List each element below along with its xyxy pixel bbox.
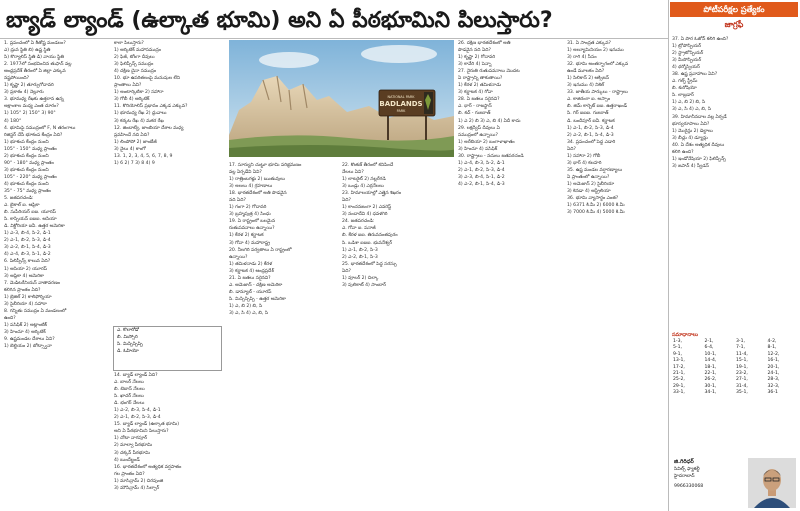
- author-photo: [748, 458, 796, 508]
- qbox-line: బి. మిస్సోరి: [117, 335, 138, 340]
- question-text-line: 3) కెనడా 4) ఆస్ట్రేలియా: [567, 188, 611, 194]
- author-city: హైదరాబాద్: [674, 474, 695, 479]
- question-text-line: 1) అల్యూమినియం 2) ఇనుము: [567, 48, 624, 54]
- question-text-line: 1) భూకంప కేంద్రం నుంచి: [4, 139, 49, 145]
- question-text-line: 3) 7000 కి.మీ 4) 5000 కి.మీ: [567, 210, 625, 216]
- sign-line-1: NATIONAL PARK: [387, 95, 415, 99]
- question-text-line: 1) అమెజాన్ 2) సైబీరియా: [567, 181, 615, 187]
- question-text-line: 1) బెల్జియం 2) బోట్స్వానా: [4, 344, 52, 350]
- question-text-line: 4. భూమిపై సముద్రంలో F, N తరంగాలు: [4, 125, 76, 131]
- question-text-line: సి. లాబ్రడార్: [672, 93, 694, 99]
- answer-cell: 22-1,: [704, 371, 717, 377]
- question-text-line: 3) మౌసిన్రామ్ 4) సిల్చార్: [114, 485, 160, 491]
- question-text-line: 33. జాతీయ పార్కులు - రాష్ట్రాలు: [567, 90, 628, 96]
- question-text-line: 10. భూ ఉపరితలంపై మనుషుల లేని: [114, 76, 181, 82]
- question-text-line: రిజిస్టర్ చేసే భూకంప కేంద్రం ఏది?: [4, 132, 63, 138]
- question-text-line: 3) ఎ, సి 4) ఎ, బి, సి: [229, 310, 269, 316]
- question-text-line: 1) 6 2) 7 3) 8 4) 9: [114, 160, 155, 166]
- question-text-line: 3) దక్కన్ పీఠభూమి: [114, 450, 150, 456]
- qbox-line: సి. మిస్సిస్సిప్పి: [117, 342, 143, 347]
- question-text-line: 25. భారతదేశంలో పెద్ద సరస్సు: [342, 261, 397, 267]
- question-text-line: 1) ఆసియా 2) యూరప్: [4, 266, 48, 272]
- question-column-2b: [114, 372, 222, 508]
- question-text-line: ఆంధ్రప్రదేశ్ తీరంలో ఏ జిల్లా ఎక్కువ: [4, 69, 66, 75]
- question-text-line: 31. ఏ సాంద్రత ఎక్కువ?: [567, 41, 611, 46]
- question-column-5: [458, 40, 563, 510]
- question-text-line: 3) ఇనుము 4) నికెల్: [567, 83, 605, 89]
- headline-divider: [0, 38, 668, 39]
- question-text-line: 2. 1977లో సంభవించిన తుఫాన్ వల్ల: [4, 62, 72, 68]
- author-box: [672, 458, 798, 508]
- question-text-line: 1) ఆర్కిటిక్ మహాసముద్రం: [114, 48, 161, 54]
- question-text-line: 3) కావేరి 4) పెన్నా: [458, 62, 492, 68]
- question-text-line: ఏది?: [342, 268, 351, 274]
- question-text-line: 3. భూమధ్య రేఖకు ఉత్తరాన ఉన్న: [4, 97, 64, 103]
- question-text-line: ఏ రాష్ట్రాన్ని తాకుతాయి?: [458, 76, 503, 82]
- question-text-line: 3) ఎ-2, బి-1, సి-4, డి-3: [4, 245, 51, 251]
- question-text-line: ఉన్నాయి?: [229, 254, 248, 260]
- question-text-line: 26. దక్షిణ భారతదేశంలో అతి: [458, 41, 511, 46]
- question-text-line: 18. భారతదేశంలో అతి పొడవైన: [229, 191, 287, 197]
- question-text-line: 8. గన్నితు సముద్రం ఏ మండలంలో: [4, 308, 67, 314]
- question-text-line: 32. భూమి అంతర్భాగంలో ఎక్కువ: [567, 62, 629, 68]
- question-text-line: 3) థార్ 4) కలహరి: [567, 160, 602, 166]
- question-text-line: నేలలు ఏవి?: [342, 170, 364, 176]
- question-text-line: 4) బుందేల్ఖండ్: [114, 457, 140, 463]
- answer-cell: 30-1,: [704, 383, 717, 389]
- question-text-line: 1) సిలికాన్ 2) ఆక్సిజన్: [567, 76, 609, 82]
- sign-line-2: BADLANDS: [379, 100, 423, 108]
- question-text-line: సి) కొర్యాలిస్ స్థితి డి) వాయు స్థితి: [4, 55, 65, 61]
- answer-cell: 5-1,: [673, 345, 682, 351]
- answer-cell: 28-3,: [767, 377, 780, 383]
- question-text-line: 6. పిలిప్పీన్స్ కాలువ ఏది?: [4, 259, 51, 265]
- question-text-line: 3) ఎ-3, బి-4, సి-1, డి-2: [458, 174, 505, 180]
- question-column-7: [672, 36, 798, 328]
- answer-cell: 31-4,: [736, 383, 748, 389]
- question-text-line: 37. ఏ పొర ఓజోన్ కలిగి ఉంది?: [672, 37, 729, 42]
- question-text-line: ఎ. బైకాల్ ఐ. ఆఫ్రికా: [4, 203, 40, 209]
- answer-cell: 34-1,: [704, 390, 717, 396]
- answer-cell: 8-1,: [767, 345, 777, 351]
- question-text-line: 13. 1, 2, 3, 4, 5, 6, 7, 8, 9: [114, 153, 173, 159]
- question-text-line: 2) ఎ-1, బి-2, సి-3, డి-4: [114, 415, 161, 421]
- answer-cell: 7-1,: [736, 345, 745, 351]
- question-text-line: 1) కేరళ 2) తమిళనాడు: [458, 83, 502, 89]
- question-text-line: 1) మొరైన్లు 2) డెల్టాలు: [672, 128, 713, 134]
- question-text-line: 3) ఒండ్రు 4) ఎర్రనేలలు: [342, 184, 384, 190]
- question-text-line: సముద్రంలో ఉన్నాయి?: [458, 132, 498, 138]
- question-text-line: 1) అంటార్కిటికా 2) సహారా: [114, 90, 164, 96]
- question-text-line: 105° - 150° మధ్య ప్రాంతం: [4, 146, 57, 152]
- question-text-line: బి. జిమ్ కార్బెట్ ఐఐ. ఉత్తరాఖండ్: [567, 104, 628, 110]
- question-text-line: 3) బ్రహ్మపుత్ర 4) సింధు: [229, 212, 271, 218]
- question-text-line: పొడవైన నది ఏది?: [458, 48, 491, 54]
- question-text-line: 20. నీలగిరి పర్వతాలు ఏ రాష్ట్రంలో: [229, 247, 292, 253]
- answer-cell: 15-1,: [736, 358, 748, 364]
- question-text-line: ఎ. గల్ఫ్ స్ట్రీమ్: [672, 79, 698, 85]
- question-text-line: 3) భూకంప కేంద్రం నుంచి: [4, 167, 49, 173]
- question-text-line: 1. ప్రపంచంలో ఏ శీతోష్ణ మండలం?: [4, 41, 66, 46]
- question-text-line: 3) సైబీరియా 4) సహారా: [4, 301, 47, 307]
- question-text-line: డి. విక్టోరియా ఐవీ. ఉత్తర అమెరికా: [4, 224, 65, 230]
- question-column-4: [342, 162, 452, 508]
- question-text-line: 1) తమిళనాడు 2) కేరళ: [229, 261, 273, 267]
- answer-cell: 27-1,: [736, 377, 748, 383]
- answer-cell: 9-1,: [673, 351, 682, 357]
- question-text-line: 15. బ్యాడ్ ల్యాండ్ (ఉల్కాత భూమి): [114, 422, 180, 428]
- badlands-photo: [229, 40, 454, 157]
- question-text-line: 2) భూకంప కేంద్రం నుంచి: [4, 153, 49, 159]
- answer-cell: 25-2,: [673, 377, 685, 383]
- question-text-line: 3) జపాన్ 4) స్వీడన్: [672, 163, 709, 169]
- question-text-line: 14. బ్యాడ్ ల్యాండ్ ఏది?: [114, 373, 158, 378]
- question-text-line: 1) ఎ, బి 2) బి, సి: [229, 303, 263, 309]
- question-text-line: 1) 105° 2) 150° 3) 90°: [4, 111, 56, 117]
- question-text-line: ఎ. బాలర్ నేలలు: [114, 380, 144, 386]
- question-text-line: బి. కచ్ - గుజరాత్: [458, 111, 491, 117]
- question-text-line: 24. జతపరచండి:: [342, 219, 375, 225]
- question-text-line: 4) ఎ-4, బి-3, సి-1, డి-2: [4, 252, 51, 258]
- question-text-line: 3) నైలు 4) కాంగో: [114, 146, 146, 152]
- question-text-line: 1) ఎ, బి 2) బి, సి: [672, 100, 706, 106]
- matching-question-box: [113, 326, 222, 371]
- answer-cell: 33-1,: [673, 390, 685, 396]
- question-text-line: 34. ప్రపంచంలో పెద్ద ఎడారి: [567, 139, 616, 145]
- question-text-line: 1) ఎ-4, బి-3, సి-2, డి-1: [458, 160, 505, 166]
- answer-cell: 13-1,: [673, 358, 685, 364]
- question-text-line: 3) పులికాట్ 4) సాంబార్: [342, 282, 386, 288]
- question-text-line: 3) గోవా 4) మహారాష్ట్ర: [229, 240, 271, 246]
- answers-table: [672, 339, 798, 397]
- section-badge: పోటీపరీక్షల ప్రత్యేకం: [670, 2, 798, 17]
- question-text-line: 22. కొంకణ్ తీరంలో కనిపించే: [342, 163, 394, 168]
- author-role: సివిల్స్ ఫ్యాకల్టీ: [674, 467, 700, 472]
- question-text-line: 5. జతపరచండి:: [4, 196, 34, 202]
- answer-cell: 11-4,: [736, 351, 748, 357]
- question-text-line: 1) ఎ-1, బి-2, సి-3, డి-4: [567, 125, 614, 131]
- answer-cell: 19-1,: [736, 364, 748, 370]
- question-text-line: 1) కృష్ణా 2) తూర్పుగోదావరి: [4, 83, 54, 89]
- question-text-line: సి. మిస్సిస్సిప్పి - ఉత్తర అమెరికా: [229, 296, 286, 302]
- question-text-line: 11. కొరియోలిస్ ప్రభావం ఎక్కడ ఎక్కువ?: [114, 104, 188, 110]
- question-text-line: 3) ఫిలిప్పీన్స్ సముద్రం: [114, 62, 154, 68]
- answer-cell: 4-2,: [767, 339, 777, 344]
- question-text-line: 16. భారతదేశంలో అత్యధిక వర్షపాతం: [114, 464, 182, 470]
- question-text-line: 1) భూమధ్య రేఖ 2) ధ్రువాలు: [114, 111, 167, 117]
- answer-cell: 32-3,: [767, 383, 780, 389]
- question-text-line: ఎ. గోవా ఐ. పనాజీ: [342, 226, 376, 232]
- qbox-line: ఎ. కొలారోడో: [117, 328, 139, 333]
- question-text-line: 105° - 220° మధ్య ప్రాంతం: [4, 174, 57, 180]
- question-text-line: అక్షాంశాల మధ్య ఎంత దూరం?: [4, 104, 59, 110]
- question-text-line: సి. ఖాదర్ నేలలు: [114, 394, 144, 400]
- question-text-line: 1) బ్రెజిల్ 2) కాలిఫోర్నియా: [4, 294, 52, 300]
- question-text-line: ఎ) ధ్రువ స్థితి బి) ఉష్ణ స్థితి: [4, 48, 51, 54]
- question-text-line: 28. ఏ జతలు సరైనవి?: [458, 97, 500, 103]
- question-text-line: 3) ప్రకాశం 4) నెల్లూరు: [4, 90, 44, 96]
- question-text-line: 3) బీచ్లు 4) డ్యూన్లు: [672, 135, 708, 141]
- question-text-line: 2) ఎ-1, బి-2, సి-3, డి-4: [4, 238, 51, 244]
- question-text-line: 3) ఆఫ్రికా 4) అమెరికా: [4, 273, 44, 279]
- question-text-line: వల్ల ఏర్పడేవి ఏవి?: [229, 170, 262, 176]
- question-text-line: ఎ. ఆమెజాన్ - దక్షిణ అమెరికా: [229, 282, 283, 288]
- author-name: జి.గిరిధర్: [674, 459, 694, 465]
- question-text-line: 3) కర్ణాటక 4) గోవా: [458, 90, 493, 96]
- question-text-line: కాలా పిలుస్తారు?: [114, 41, 144, 46]
- question-text-line: 4) ఎ-2, బి-1, సి-4, డి-3: [458, 181, 505, 187]
- question-text-line: సి. కాస్పియన్ ఐఐఐ. ఆసియా: [4, 217, 57, 223]
- question-column-3: [229, 162, 338, 508]
- question-text-line: 1) మాసిన్రామ్ 2) చిరపుంజి: [114, 478, 164, 484]
- question-text-line: 1) పసిఫిక్ 2) అట్లాంటిక్: [4, 322, 47, 328]
- question-text-line: 3) కర్కట రేఖ 4) మకర రేఖ: [114, 118, 164, 124]
- question-text-line: ఉంది?: [4, 315, 16, 321]
- question-text-line: 3) మీసోస్ఫియర్: [672, 58, 702, 64]
- question-text-line: భూస్వరూపాలు ఏవి?: [672, 121, 710, 127]
- question-text-line: 4) భూకంప కేంద్రం నుంచి: [4, 181, 49, 187]
- answer-cell: 12-2,: [767, 351, 780, 357]
- question-text-line: 1) లాటరైట్ 2) నల్లరేగడి: [342, 177, 386, 183]
- question-text-line: 1) కాంచనజంగా 2) ఎవరెస్ట్: [342, 205, 392, 211]
- answer-cell: 14-4,: [704, 358, 717, 364]
- question-text-line: 1) వూలర్ 2) చిల్కా: [342, 275, 379, 281]
- question-text-line: ప్రవహించే నది ఏది?: [114, 132, 150, 138]
- question-text-line: 1) ఎ 2) బి 3) ఎ, బి 4) ఏదీ కాదు: [458, 118, 521, 124]
- question-text-line: 12. జింబాబ్వే, జాంబియా దేశాల మధ్య: [114, 125, 184, 131]
- question-text-line: 1) కేరళ 2) కర్ణాటక: [229, 233, 264, 239]
- sign-line-3: PARK: [396, 109, 406, 113]
- answer-cell: 24-1,: [767, 371, 780, 377]
- question-text-line: ప్రాంతాలు ఏవి?: [114, 83, 142, 89]
- author-phone: 9966330068: [674, 484, 704, 489]
- question-text-line: 1) ఇండోనేషియా 2) ఫిలిప్పీన్స్: [672, 156, 726, 162]
- question-text-line: 29. లక్షద్వీప్ దీవులు ఏ: [458, 125, 500, 131]
- answer-cell: 1-3,: [673, 339, 682, 344]
- question-column-2: [114, 40, 222, 324]
- question-text-line: బి. కేరళ ఐఐ. తిరువనంతపురం: [342, 233, 398, 239]
- sidebar-divider: [668, 0, 669, 511]
- question-text-line: 3) రాగి 4) సీసం: [567, 55, 597, 61]
- question-text-line: 3) ఎ, సి 4) ఎ, బి, సి: [672, 107, 712, 113]
- question-text-line: 1) ఎ-3, బి-4, సి-2, డి-1: [4, 231, 51, 237]
- question-text-line: అని ఏ పీఠభూమిని పిలుస్తారు?: [114, 429, 169, 435]
- answer-cell: 26-2,: [704, 377, 717, 383]
- qbox-line: డి. ఓహియో: [117, 349, 139, 354]
- question-text-line: గల ప్రాంతం ఏది?: [114, 471, 145, 477]
- question-text-line: కలిగిన ప్రాంతం ఏది?: [4, 287, 41, 293]
- question-text-line: 3) అలలు 4) గ్రహణాలు: [229, 184, 273, 190]
- question-text-line: 3) నందాదేవి 4) ధవళగిరి: [342, 212, 388, 218]
- question-text-line: బి. కురోషియో: [672, 86, 697, 92]
- answer-cell: 29-1,: [673, 383, 685, 389]
- answer-cell: 36-1: [767, 390, 778, 396]
- question-text-line: నది ఏది?: [229, 198, 246, 204]
- subject-tag: జాగ్రఫీ: [724, 20, 744, 29]
- question-text-line: ఏ ప్రాంతంలో ఉన్నాయి?: [567, 174, 610, 180]
- answer-cell: 2-1,: [704, 339, 714, 344]
- answer-cell: 18-1,: [704, 364, 717, 370]
- question-text-line: 30. రాష్ట్రాలు - నదులు జతపరచండి: [458, 153, 524, 159]
- question-text-line: 2) ఎ-2, బి-1, సి-3: [342, 254, 378, 260]
- question-text-line: ఎ. థార్ - రాజస్థాన్: [458, 104, 492, 110]
- question-text-line: 4) థర్మోస్ఫియర్: [672, 65, 700, 71]
- question-text-line: 2) ఎ-1, బి-2, సి-3, డి-4: [458, 167, 505, 173]
- question-text-line: 27. నైరుతి రుతుపవనాలు మొదట: [458, 69, 520, 75]
- question-text-line: 35. ఉష్ణ మండల వర్షారణ్యాలు: [567, 167, 623, 173]
- question-text-line: 2) మాల్వా పీఠభూమి: [114, 443, 153, 449]
- page-title: బ్యాడ్ ల్యాండ్ (ఉల్కాత భూమి) అని ఏ పీఠభూమిని పిలుస్తారు?: [6, 8, 553, 33]
- question-text-line: 3) హిందూ 4) ఆర్కిటిక్: [4, 329, 46, 335]
- question-text-line: 2) స్ట్రాటోస్ఫియర్: [672, 51, 704, 57]
- question-text-line: 36. భూమి వ్యాసార్థం ఎంత?: [567, 196, 619, 202]
- question-text-line: 38. ఉష్ణ ప్రవాహాలు ఏవి?: [672, 72, 718, 78]
- answers-heading: సమాధానాలు: [672, 332, 698, 338]
- question-text-line: 23. హిమాలయాల్లో ఎత్తైన శిఖరం: [342, 191, 402, 197]
- question-text-line: ఉండే మూలకం ఏది?: [567, 69, 605, 75]
- question-text-line: ఏది?: [567, 146, 576, 152]
- answers-row: [672, 390, 798, 396]
- question-text-line: 3) కర్ణాటక 4) ఆంధ్రప్రదేశ్: [229, 268, 274, 274]
- question-column-1: [4, 40, 108, 510]
- question-text-line: నష్టపోయింది?: [4, 76, 30, 82]
- badlands-landscape-image: [229, 40, 454, 157]
- question-text-line: 1) రాత్రింబగళ్లు 2) ఋతువులు: [229, 177, 285, 183]
- question-text-line: బి. బెబాన్ నేలలు: [114, 387, 145, 393]
- answer-cell: 16-1,: [767, 358, 780, 364]
- question-text-line: 3) గోబీ 4) ఆర్కిటిక్: [114, 97, 150, 103]
- answer-cell: 20-1,: [767, 364, 780, 370]
- question-column-6: [567, 40, 667, 510]
- question-text-line: 39. హిమానీనదాల వల్ల ఏర్పడే: [672, 114, 727, 120]
- answer-cell: 6-4,: [704, 345, 714, 351]
- question-text-line: 2) ఎ-2, బి-1, సి-4, డి-3: [567, 132, 614, 138]
- question-text-line: 1) 6371 కి.మీ 2) 6000 కి.మీ: [567, 203, 625, 209]
- question-text-line: 3) హిందూ 4) పసిఫిక్: [458, 146, 498, 152]
- question-text-line: 1) కృష్ణా 2) గోదావరి: [458, 55, 496, 61]
- question-text-line: 2) ఫిజీ, టోంగా దీవులు: [114, 55, 155, 61]
- question-text-line: 4) దక్షిణ చైనా సముద్రం: [114, 69, 157, 75]
- question-text-line: 1) చోటా నాగపూర్: [114, 436, 148, 442]
- question-text-line: ఎ. కాజిరంగా ఐ. అస్సాం: [567, 97, 611, 103]
- question-text-line: 1) ఎ-2, బి-3, సి-4, డి-1: [114, 408, 161, 414]
- answer-cell: 21-1,: [673, 371, 685, 377]
- question-text-line: సి. గిర్ ఐఐఐ. గుజరాత్: [567, 111, 609, 117]
- question-text-line: 1) గంగా 2) గోదావరి: [229, 205, 267, 211]
- question-text-line: 7. మెడిటరేనియన్ వాతావరణం: [4, 280, 60, 286]
- question-text-line: 21. ఏ జతలు సరైనవి?: [229, 275, 271, 281]
- question-text-line: కలిగి ఉంది?: [672, 149, 694, 155]
- question-text-line: 1) ఎ-1, బి-2, సి-3: [342, 247, 378, 253]
- question-text-line: 1) సహారా 2) గోబీ: [567, 153, 601, 159]
- question-text-line: ఏది?: [342, 198, 351, 204]
- answer-cell: 10-1,: [704, 351, 717, 357]
- question-text-line: 9. ఉష్ణమండల దేశాలు ఏవి?: [4, 336, 55, 342]
- question-text-line: 90° - 180° మధ్య ప్రాంతం: [4, 160, 54, 166]
- question-text-line: 1) అరేబియా 2) బంగాళాఖాతం: [458, 139, 515, 145]
- question-text-line: డి. బందీపూర్ ఐవీ. కర్ణాటక: [567, 118, 615, 124]
- question-text-line: డి. భంగర్ నేలలు: [114, 401, 145, 407]
- answer-cell: 35-1,: [736, 390, 748, 396]
- question-text-line: 40. ఏ దేశం అత్యధిక దీవులు: [672, 142, 725, 148]
- question-text-line: 17. సూర్యుని చుట్టూ భూమి పరిభ్రమణం: [229, 163, 302, 168]
- question-text-line: 1) లింపోపో 2) జాంబేజీ: [114, 139, 157, 145]
- question-text-line: సి. ఒడిశా ఐఐఐ. భువనేశ్వర్: [342, 240, 393, 246]
- question-text-line: 35° - 75° మధ్య ప్రాంతం: [4, 188, 51, 194]
- answer-cell: 17-2,: [673, 364, 685, 370]
- question-text-line: 1) ట్రోపోస్ఫియర్: [672, 44, 702, 50]
- answer-cell: 23-2,: [736, 371, 748, 377]
- question-text-line: 19. ఏ రాష్ట్రంలో బలమైన: [229, 219, 276, 225]
- question-text-line: బి. డాన్యూబ్ - యూరప్: [229, 289, 272, 295]
- question-text-line: రుతుపవనాలు ఉన్నాయి?: [229, 226, 275, 232]
- question-text-line: 4) 180°: [4, 118, 22, 124]
- answer-cell: 3-1,: [736, 339, 745, 344]
- question-text-line: బి. సుపీరియర్ ఐఐ. యూరప్: [4, 210, 56, 216]
